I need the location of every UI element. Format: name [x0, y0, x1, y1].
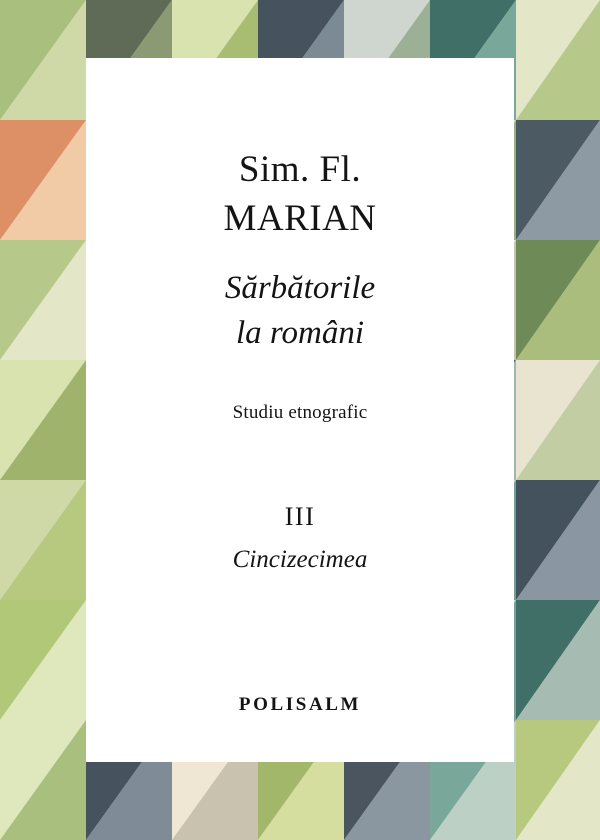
title-second-line: la români	[235, 314, 365, 351]
publisher-name: POLISALM	[238, 694, 362, 715]
cover-text-block	[86, 58, 514, 762]
volume-title: Cincizecimea	[232, 546, 368, 573]
title-first-line: Sărbătorile	[224, 270, 376, 306]
author-second-line: MARIAN	[223, 197, 377, 239]
volume-number: III	[284, 502, 316, 531]
author-name	[86, 146, 514, 244]
book-subtitle: Studiu etnografic	[232, 402, 368, 423]
book-title	[86, 266, 514, 355]
author-first-line: Sim. Fl.	[238, 149, 362, 190]
